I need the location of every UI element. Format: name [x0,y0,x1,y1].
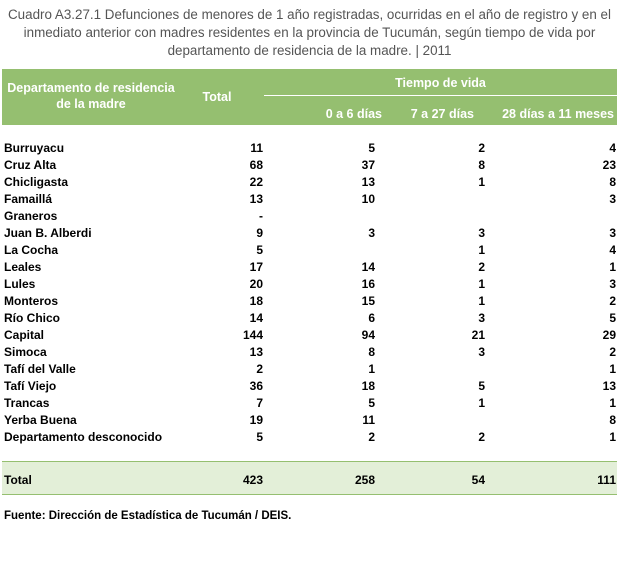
row-0-6-dias: 94 [361,328,375,342]
row-0-6-dias: 1 [368,362,375,376]
table-row [2,429,617,446]
header-divider [264,95,617,96]
row-0-6-dias: 5 [368,396,375,410]
row-28-dias-11-meses: 1 [609,430,616,444]
table-row [2,242,617,259]
table-row [2,361,617,378]
row-departamento: La Cocha [4,243,59,257]
row-total: 19 [249,413,263,427]
header-tiempo-de-vida: Tiempo de vida [395,76,486,90]
row-departamento: Lules [4,277,36,291]
row-0-6-dias: 5 [368,141,375,155]
row-total: 14 [249,311,263,325]
row-departamento: Chicligasta [4,175,69,189]
table-row [2,310,617,327]
row-departamento: Simoca [4,345,47,359]
row-0-6-dias: 2 [368,430,375,444]
row-total: - [259,209,263,223]
row-total: 22 [249,175,263,189]
row-28-dias-11-meses: 13 [602,379,616,393]
row-7-27-dias: 3 [478,345,485,359]
total-row [2,472,617,489]
header-col-28-dias-11-meses: 28 días a 11 meses [502,107,614,121]
row-28-dias-11-meses: 3 [609,277,616,291]
total-label: Total [4,473,32,487]
row-total: 18 [249,294,263,308]
row-28-dias-11-meses: 4 [609,243,616,257]
row-7-27-dias: 1 [478,175,485,189]
row-total: 2 [256,362,263,376]
row-0-6-dias: 13 [361,175,375,189]
row-7-27-dias: 3 [478,226,485,240]
row-28-dias-11-meses: 29 [602,328,616,342]
row-28-dias-11-meses: 8 [609,175,616,189]
row-0-6-dias: 8 [368,345,375,359]
source-note: Fuente: Dirección de Estadística de Tucumán / DEIS. [4,510,292,522]
row-7-27-dias: 2 [478,430,485,444]
header-col-0-6-dias: 0 a 6 días [325,107,382,121]
row-total: 5 [256,430,263,444]
total-7-27-dias: 54 [471,473,485,487]
table-title: Cuadro A3.27.1 Defunciones de menores de 1 año registradas, ocurridas en el año de registro y en el inmediato anterior con madres residentes en la provincia de Tucumán, según tiempo de vida por departamento de residencia de la madre. | 2011 [8,7,611,58]
row-0-6-dias: 6 [368,311,375,325]
row-0-6-dias: 11 [362,413,375,427]
row-total: 13 [249,192,263,206]
row-0-6-dias: 3 [368,226,375,240]
row-28-dias-11-meses: 5 [609,311,616,325]
row-departamento: Capital [4,328,45,342]
row-departamento: Famaillá [4,192,53,206]
row-0-6-dias: 37 [361,158,375,172]
table-row [2,412,617,429]
row-7-27-dias: 1 [478,396,485,410]
total-value: 423 [242,473,263,487]
total-band [2,461,617,495]
row-28-dias-11-meses: 8 [609,413,616,427]
table-row [2,174,617,191]
row-total: 36 [249,379,263,393]
row-7-27-dias: 1 [478,243,485,257]
header-total: Total [202,90,232,104]
row-28-dias-11-meses: 1 [609,362,616,376]
row-total: 9 [256,226,263,240]
row-total: 7 [256,396,263,410]
row-total: 5 [256,243,263,257]
row-7-27-dias: 2 [478,141,485,155]
row-7-27-dias: 1 [478,277,485,291]
row-departamento: Burruyacu [4,141,65,155]
row-total: 11 [250,141,263,155]
total-28-dias-11-meses: 111 [597,473,616,487]
table-row [2,191,617,208]
table-row [2,395,617,412]
header-departamento: Departamento de residencia de la madre [7,81,175,111]
row-28-dias-11-meses: 1 [609,396,616,410]
row-total: 20 [249,277,263,291]
row-departamento: Leales [4,260,42,274]
row-departamento: Yerba Buena [4,413,77,427]
row-28-dias-11-meses: 2 [609,294,616,308]
table-row [2,157,617,174]
row-departamento: Río Chico [4,311,60,325]
row-total: 144 [242,328,263,342]
row-total: 13 [249,345,263,359]
row-0-6-dias: 10 [361,192,375,206]
table-row [2,208,617,225]
table-row [2,327,617,344]
row-total: 17 [249,260,263,274]
row-departamento: Trancas [4,396,50,410]
row-departamento: Tafí del Valle [4,362,76,376]
row-0-6-dias: 18 [361,379,375,393]
table-row [2,259,617,276]
row-0-6-dias: 14 [361,260,375,274]
row-7-27-dias: 2 [478,260,485,274]
row-departamento: Monteros [4,294,58,308]
row-28-dias-11-meses: 2 [609,345,616,359]
table-row [2,378,617,395]
row-7-27-dias: 8 [478,158,485,172]
row-departamento: Graneros [4,209,58,223]
row-0-6-dias: 15 [361,294,375,308]
row-departamento: Departamento desconocido [4,430,163,444]
table-body [2,140,617,446]
row-28-dias-11-meses: 4 [609,141,616,155]
row-departamento: Cruz Alta [4,158,57,172]
row-7-27-dias: 1 [478,294,485,308]
total-0-6-dias: 258 [354,473,375,487]
table-header [2,69,617,125]
row-total: 68 [249,158,263,172]
row-7-27-dias: 21 [471,328,485,342]
row-departamento: Tafí Viejo [4,379,57,393]
table-row [2,344,617,361]
row-7-27-dias: 3 [478,311,485,325]
table-row [2,225,617,242]
row-28-dias-11-meses: 3 [609,226,616,240]
row-departamento: Juan B. Alberdi [4,226,92,240]
table-row [2,276,617,293]
table-row [2,140,617,157]
header-col-7-27-dias: 7 a 27 días [410,107,474,121]
row-28-dias-11-meses: 1 [609,260,616,274]
row-7-27-dias: 5 [478,379,485,393]
row-0-6-dias: 16 [361,277,375,291]
row-28-dias-11-meses: 23 [602,158,616,172]
row-28-dias-11-meses: 3 [609,192,616,206]
table-row [2,293,617,310]
